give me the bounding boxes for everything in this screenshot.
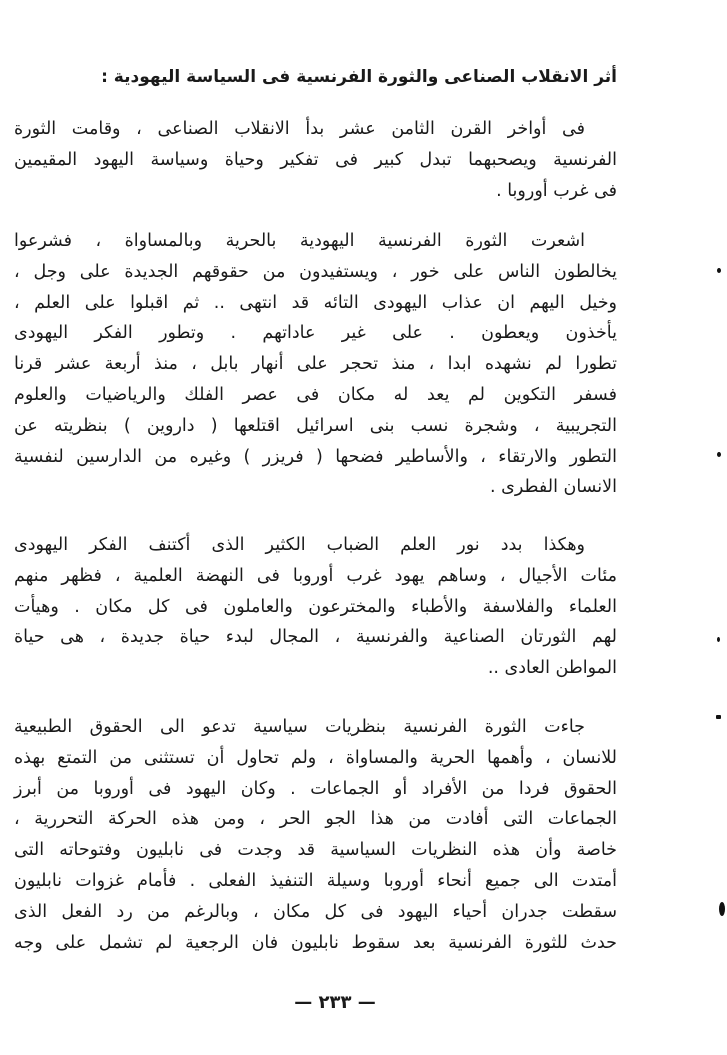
text-line: حدث للثورة الفرنسية بعد سقوط نابليون فان الرجعية لم تشمل على وجه xyxy=(14,932,617,953)
text-line: سقطت جدران أحياء اليهود فى كل مكان ، وبالرغم من رد الفعل الذى xyxy=(14,901,617,922)
text-line: خاصة وأن هذه النظريات السياسية قد وجدت فى نابليون وفتوحاته التى xyxy=(14,840,617,861)
text-line: فى غرب أوروبا . xyxy=(496,180,617,201)
scan-speck xyxy=(717,268,721,273)
text-line: اشعرت الثورة الفرنسية اليهودية بالحرية وبالمساواة ، فشرعوا xyxy=(14,231,585,251)
scan-speck xyxy=(717,637,720,642)
text-line: وخيل اليهم ان عذاب اليهودى التائه قد انتهى .. ثم اقبلوا على العلم ، xyxy=(14,292,617,313)
text-line: يأخذون ويعطون . على غير عاداتهم . وتطور الفكر اليهودى xyxy=(14,323,617,344)
text-line: الحقوق فردا من الأفراد أو الجماعات . وكان اليهود فى أوروبا من أبرز xyxy=(14,778,617,799)
scan-speck xyxy=(717,452,721,457)
section-heading: أثر الانقلاب الصناعى والثورة الفرنسية فى السياسة اليهودية : xyxy=(101,67,617,87)
text-line: العلماء والفلاسفة والأطباء والمخترعون والعاملون فى كل مكان . وهيأت xyxy=(14,596,617,617)
paragraph-1 xyxy=(14,114,617,206)
text-line: فى أواخر القرن الثامن عشر بدأ الانقلاب الصناعى ، وقامت الثورة xyxy=(14,119,585,139)
text-line: تطورا لم نشهده ابدا ، منذ تحجر على أنهار بابل ، منذ أربعة عشر قرنا xyxy=(14,354,617,375)
text-line: فسفر التكوين لم يعد له مكان فى عصر الفلك والرياضيات والعلوم xyxy=(14,384,617,405)
paragraph-4 xyxy=(14,712,617,958)
paragraph-2 xyxy=(14,226,617,503)
page-number: — ٢٣٣ — xyxy=(294,992,376,1013)
text-line: الفرنسية ويصحبهما تبدل كبير فى تفكير وحياة وسياسة اليهود المقيمين xyxy=(14,149,617,170)
text-line: جاءت الثورة الفرنسية بنظريات سياسية تدعو الى الحقوق الطبيعية xyxy=(14,717,585,737)
text-line: أمتدت الى جميع أنحاء أوروبا وسيلة التنفيذ الفعلى . فأمام غزوات نابليون xyxy=(14,870,617,891)
text-line: الانسان الفطرى . xyxy=(490,477,617,498)
text-line: وهكذا بدد نور العلم الضباب الكثير الذى أكتنف الفكر اليهودى xyxy=(14,535,585,555)
text-line: يخالطون الناس على خور ، ويستفيدون من حقوقهم الجديدة على وجل ، xyxy=(14,261,617,282)
paragraph-3 xyxy=(14,530,617,684)
text-line: لهم الثورتان الصناعية والفرنسية ، المجال لبدء حياة جديدة ، هى حياة xyxy=(14,627,617,648)
text-line: المواطن العادى .. xyxy=(487,658,617,679)
text-line: التجريبية ، وشجرة نسب بنى اسرائيل اقتلعها ( داروين ) بنظريته عن xyxy=(14,415,617,436)
text-line: الجماعات التى أفادت من هذا الجو الحر ، ومن هذه الحركة التحررية ، xyxy=(14,809,617,830)
text-line: للانسان ، وأهمها الحرية والمساواة ، ولم تحاول أن تستثنى من التمتع بهذه xyxy=(14,747,617,768)
binding-hole-mark xyxy=(719,902,725,916)
text-line: مئات الأجيال ، وساهم يهود غرب أوروبا فى النهضة العلمية ، فظهر منهم xyxy=(14,565,617,586)
text-line: التطور والارتقاء ، والأساطير فضحها ( فريزر ) وغيره من الدارسين لنفسية xyxy=(14,446,617,467)
scan-speck xyxy=(716,715,721,719)
